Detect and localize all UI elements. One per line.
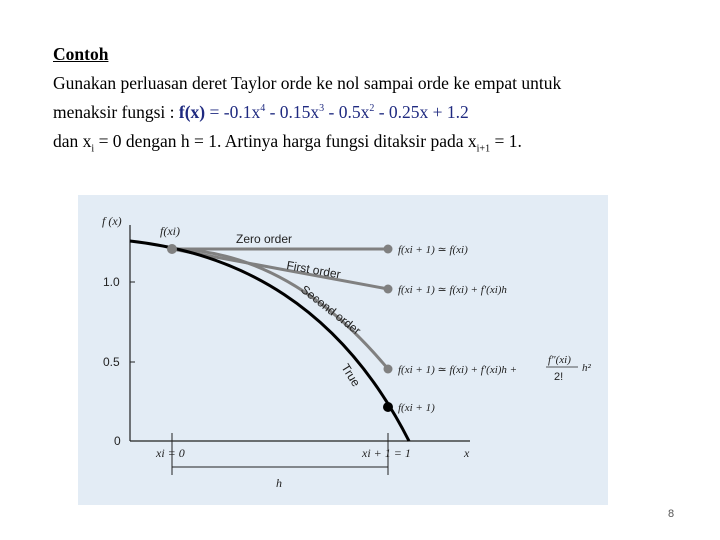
second-order-label: Second order (298, 282, 364, 338)
eq-part-c: - 0.5x (324, 102, 370, 122)
x-tick-label-xi1: xi + 1 = 1 (362, 446, 411, 460)
approx-true-label: f(xi + 1) (398, 402, 435, 414)
zero-order-label: Zero order (236, 232, 293, 246)
y-tick-label-0: 0 (114, 434, 121, 448)
sub-i1: i+1 (476, 143, 491, 155)
slide-text (53, 40, 693, 156)
y-axis-label: f (x) (102, 214, 122, 228)
approx-second-denominator: 2! (554, 371, 564, 383)
y-tick-label-1: 1.0 (103, 275, 120, 289)
approx-second-numerator: f″(xi) (548, 354, 571, 366)
eq-part-a: = -0.1x (205, 102, 261, 122)
h-label: h (276, 476, 282, 490)
approx-second-h2: h² (582, 362, 591, 374)
line3-a: dan x (53, 131, 92, 151)
point-start (167, 244, 177, 254)
eq-part-d: - 0.25x + 1.2 (374, 102, 469, 122)
second-order-curve (172, 249, 388, 369)
first-order-label: First order (285, 258, 342, 282)
line3-b: = 0 dengan h = 1. Artinya harga fungsi ditaksir pada x (94, 131, 477, 151)
y-tick-label-05: 0.5 (103, 355, 120, 369)
true-label: True (338, 361, 364, 390)
approx-zero-label: f(xi + 1) ≃ f(xi) (398, 244, 468, 256)
function-name: f(x) (178, 102, 206, 122)
point-first (384, 285, 393, 294)
problem-line-3 (53, 127, 693, 156)
first-order-line (172, 249, 388, 289)
exp-2: 2 (369, 103, 375, 115)
point-second (384, 365, 393, 374)
taylor-svg (78, 195, 608, 505)
approx-second-label: f(xi + 1) ≃ f(xi) + f′(xi)h + (398, 364, 518, 376)
eq-part-b: - 0.15x (265, 102, 320, 122)
line3-c: = 1. (490, 131, 522, 151)
point-zero (384, 245, 393, 254)
exp-3: 3 (319, 103, 325, 115)
page-number: 8 (668, 508, 675, 520)
start-point-label: f(xi) (160, 224, 180, 238)
problem-line-1: Gunakan perluasan deret Taylor orde ke nol sampai orde ke empat untuk (53, 73, 562, 93)
approx-first-label: f(xi + 1) ≃ f(xi) + f′(xi)h (398, 284, 507, 296)
sub-i: i (91, 143, 95, 155)
x-tick-label-xi: xi = 0 (156, 446, 185, 460)
exp-4: 4 (260, 103, 266, 115)
problem-line-2 (53, 98, 693, 127)
slide-title: Contoh (53, 44, 109, 64)
point-true (383, 402, 393, 412)
line2-prefix: menaksir fungsi : (53, 102, 179, 122)
taylor-figure (78, 195, 608, 505)
x-axis-label: x (464, 446, 470, 460)
